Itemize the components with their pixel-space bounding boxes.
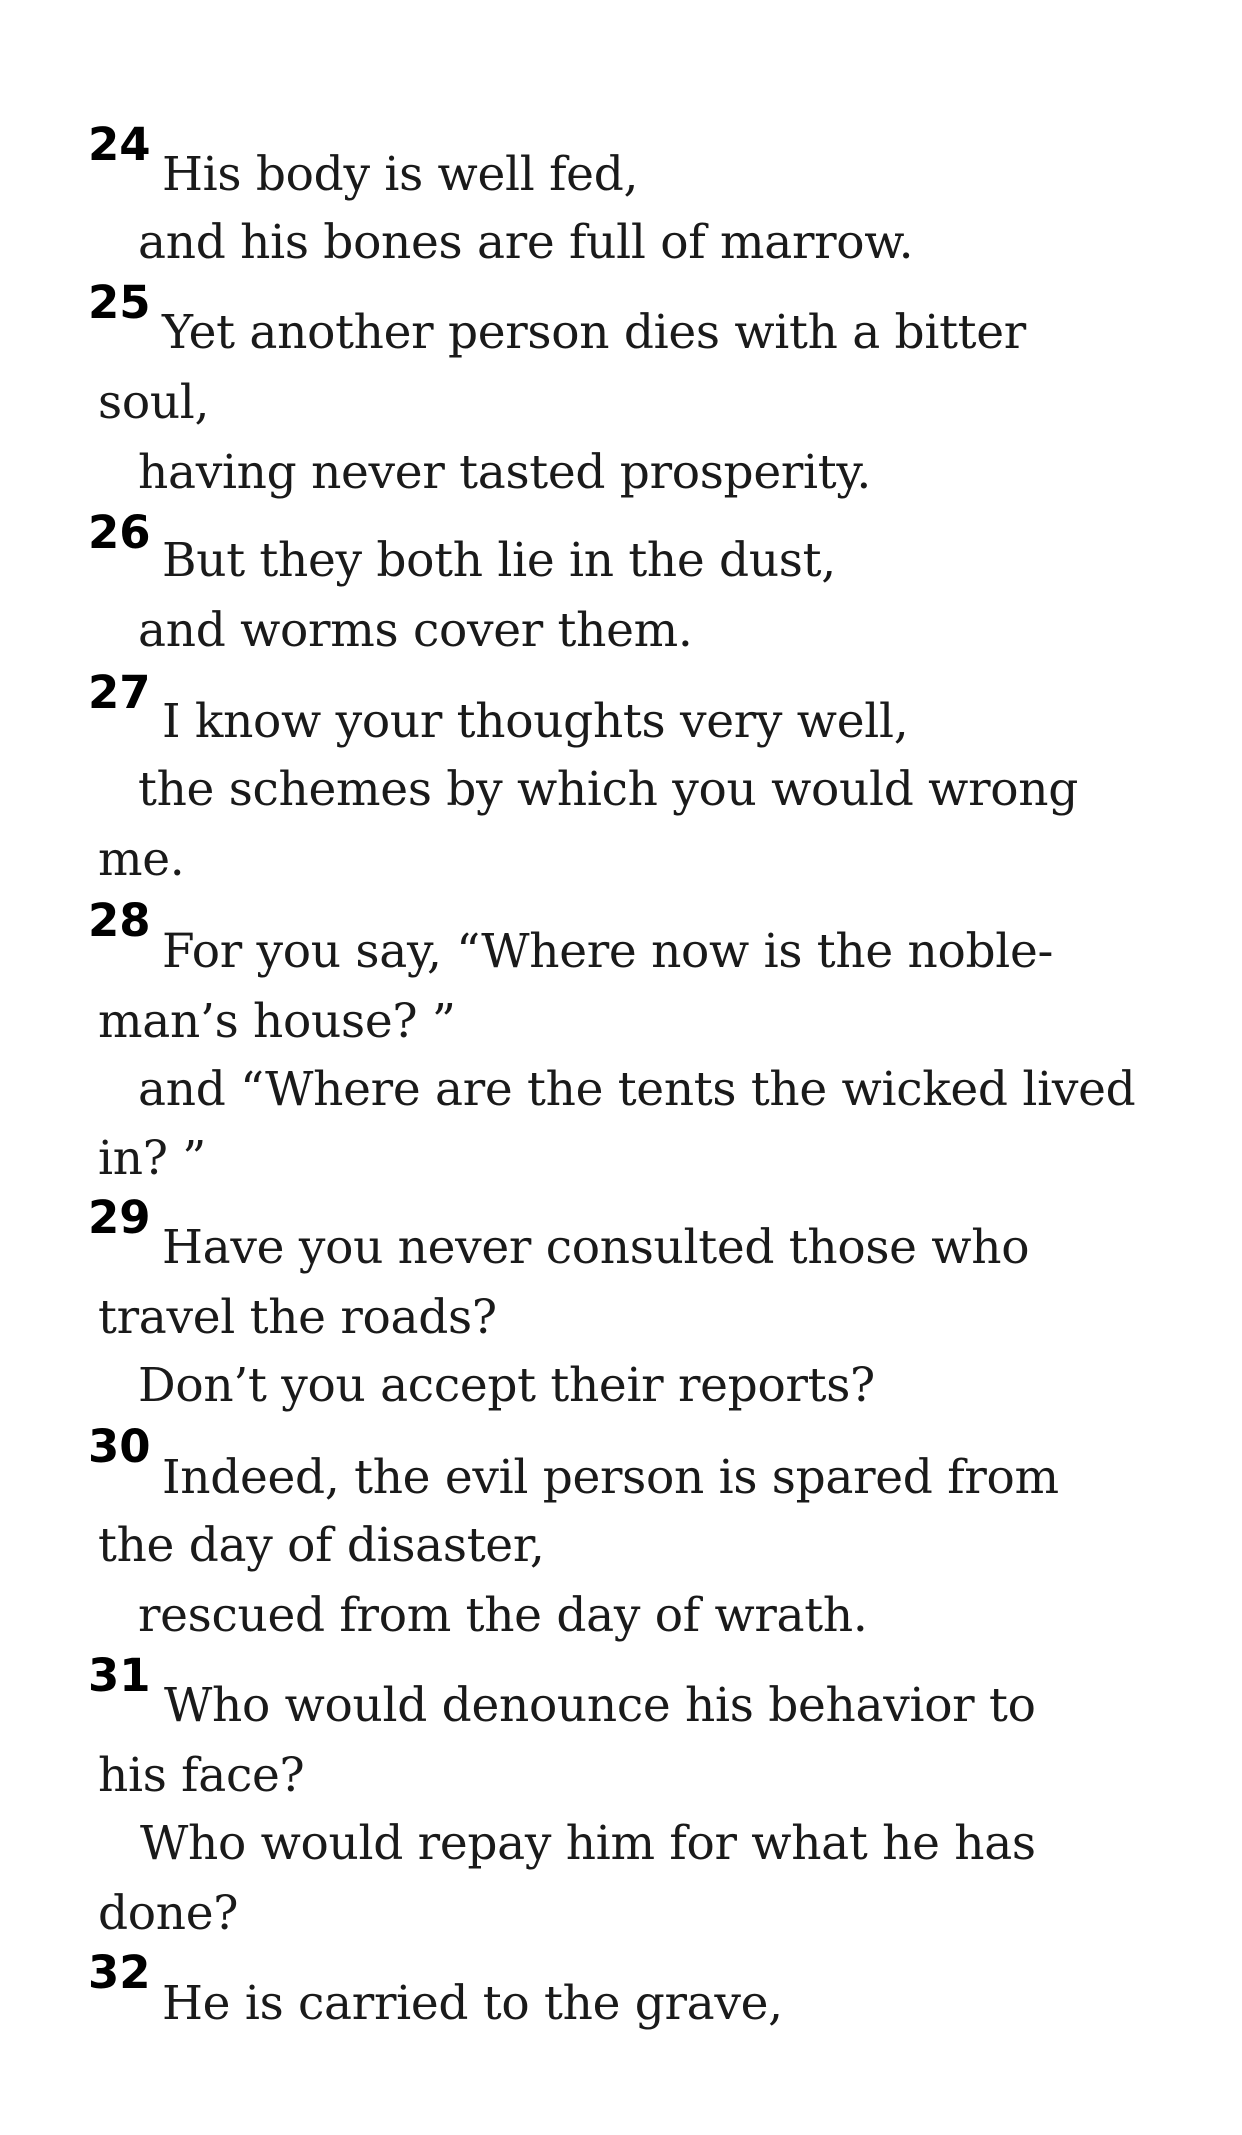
verse-line: having never tasted prosperity. (138, 445, 871, 500)
verse-line: soul, (98, 375, 210, 430)
verse-line: Don’t you accept their reports? (138, 1358, 875, 1413)
verse-line: His body is well fed, (162, 147, 639, 202)
verse-line: rescued from the day of wrath. (138, 1588, 868, 1643)
verse-line: in? ” (98, 1131, 206, 1186)
verse-number: 24 (88, 118, 151, 171)
verse-line: But they both lie in the dust, (162, 533, 836, 588)
verse-line: the schemes by which you would wrong (138, 762, 1078, 817)
verse-line: and worms cover them. (138, 603, 693, 658)
verse-line: Have you never consulted those who (162, 1220, 1030, 1275)
verse-number: 25 (88, 276, 151, 329)
verse-line: travel the roads? (98, 1290, 497, 1345)
verse-line: done? (98, 1886, 239, 1941)
verse-line: Who would repay him for what he has (140, 1816, 1036, 1871)
verse-line: and “Where are the tents the wicked lived (138, 1062, 1136, 1117)
verse-line: Indeed, the evil person is spared from (162, 1450, 1059, 1505)
verse-line: For you say, “Where now is the noble- (162, 924, 1054, 979)
verse-line: and his bones are full of marrow. (138, 215, 914, 270)
verse-number: 26 (88, 506, 151, 559)
verse-line: man’s house? ” (98, 994, 456, 1049)
verse-number: 32 (88, 1946, 151, 1999)
verse-line: the day of disaster, (98, 1518, 545, 1573)
verse-number: 27 (88, 666, 151, 719)
verse-line: He is carried to the grave, (162, 1976, 783, 2031)
verse-line: Who would denounce his behavior to (164, 1678, 1036, 1733)
verse-line: Yet another person dies with a bitter (162, 305, 1026, 360)
verse-number: 29 (88, 1191, 151, 1244)
verse-number: 31 (88, 1649, 151, 1702)
verse-number: 28 (88, 894, 151, 947)
verse-line: me. (98, 832, 185, 887)
verse-number: 30 (88, 1420, 151, 1473)
verse-line: his face? (98, 1748, 305, 1803)
verse-line: I know your thoughts very well, (162, 694, 909, 749)
